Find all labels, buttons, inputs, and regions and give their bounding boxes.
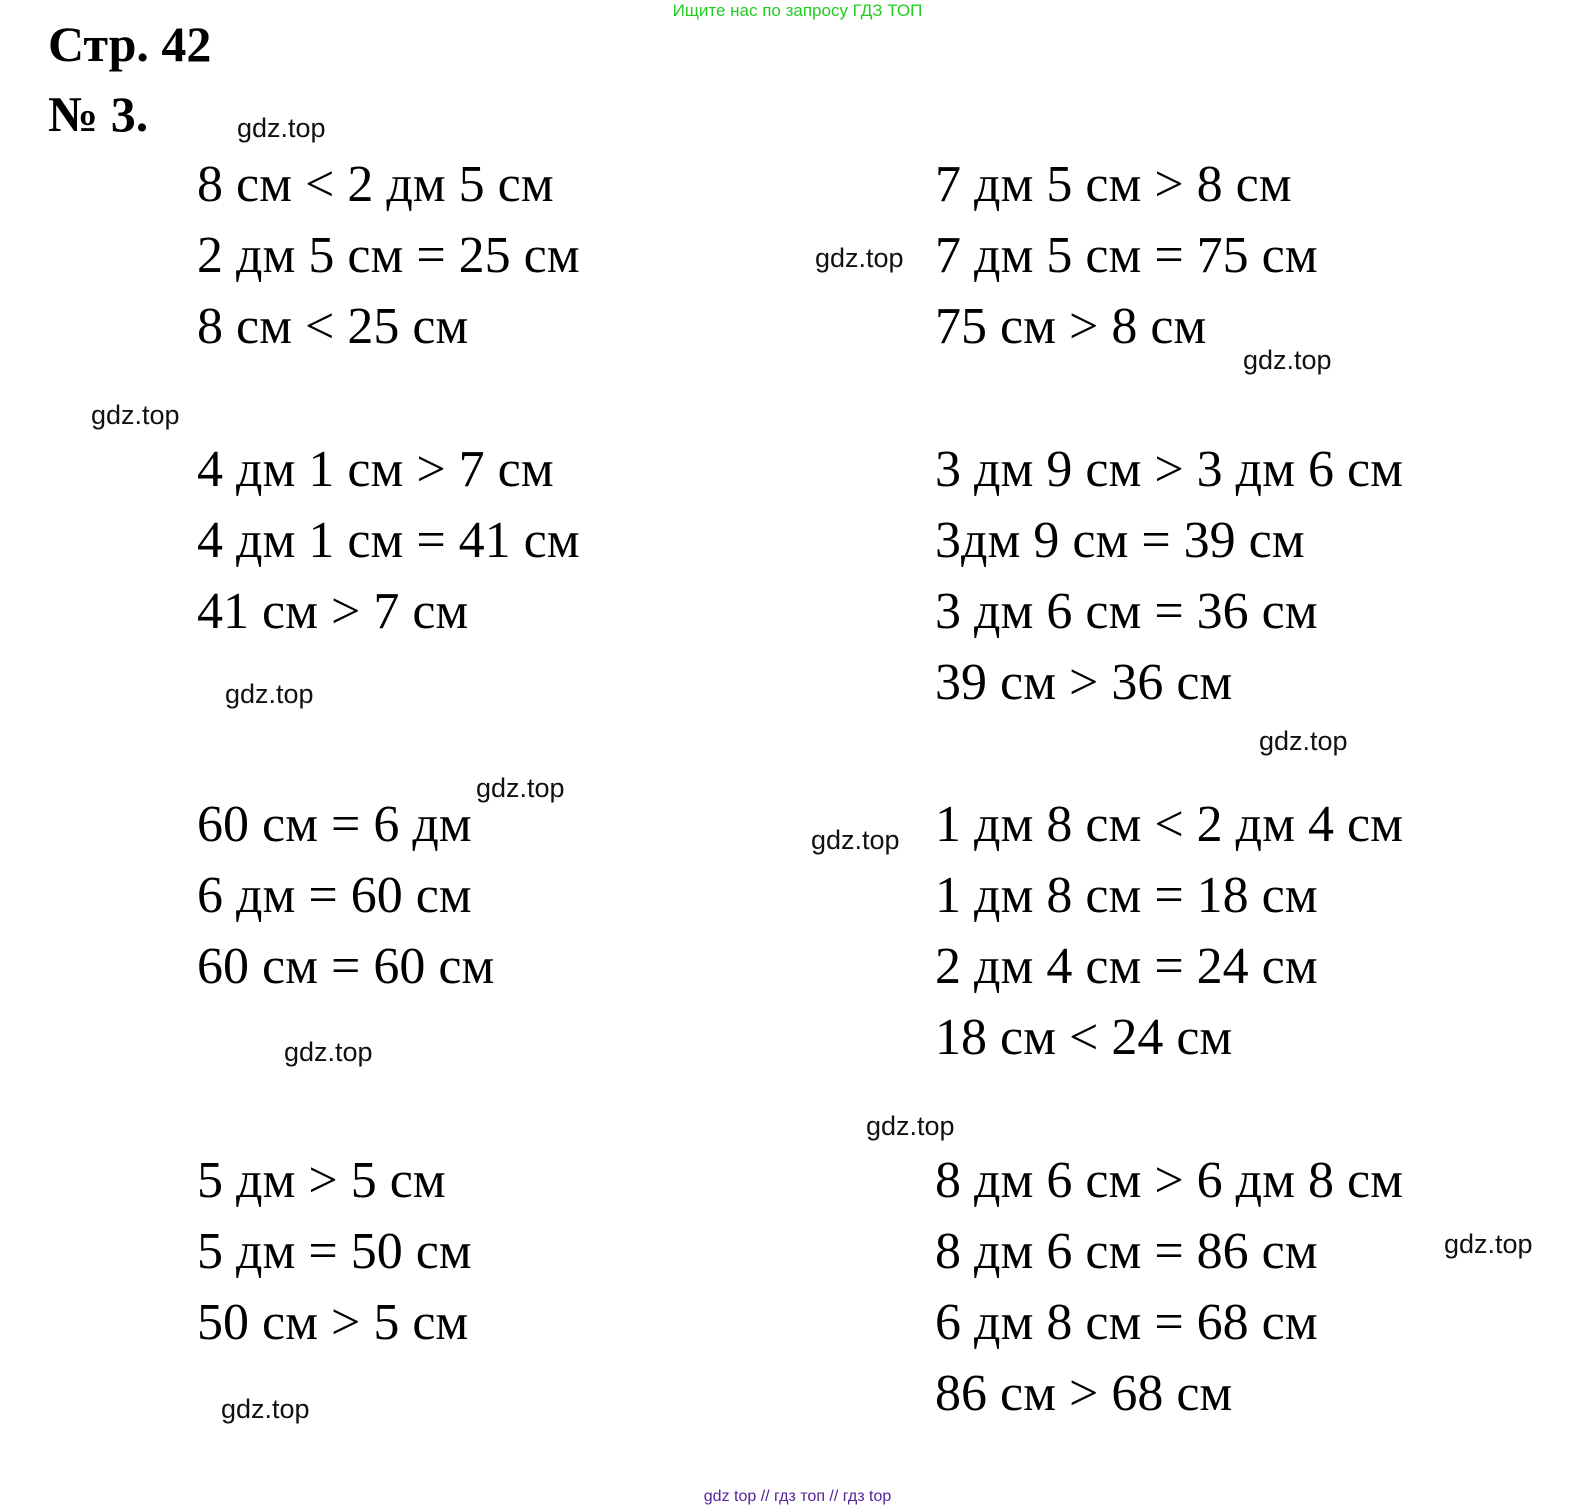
watermark: gdz.top — [284, 1037, 373, 1067]
watermark: gdz.top — [1243, 345, 1332, 375]
page-title: Стр. 42 — [48, 16, 212, 72]
right-g1-line3: 75 см > 8 см — [935, 298, 1207, 355]
right-g4-line2: 8 дм 6 см = 86 см — [935, 1223, 1318, 1280]
left-g4-line2: 5 дм = 50 см — [197, 1223, 472, 1280]
right-g3-line1: 1 дм 8 см < 2 дм 4 см — [935, 796, 1404, 853]
left-g4-line1: 5 дм > 5 см — [197, 1152, 446, 1209]
watermark: gdz.top — [1444, 1229, 1533, 1259]
watermark: gdz.top — [476, 773, 565, 803]
left-g1-line1: 8 см < 2 дм 5 см — [197, 156, 554, 213]
watermark: gdz.top — [91, 400, 180, 430]
right-g3-line2: 1 дм 8 см = 18 см — [935, 867, 1318, 924]
left-g1-line3: 8 см < 25 см — [197, 298, 469, 355]
watermark: gdz.top — [1259, 726, 1348, 756]
watermark: gdz.top — [811, 825, 900, 855]
left-g1-line2: 2 дм 5 см = 25 см — [197, 227, 580, 284]
watermark: gdz.top — [225, 679, 314, 709]
right-g2-line1: 3 дм 9 см > 3 дм 6 см — [935, 441, 1404, 498]
left-g4-line3: 50 см > 5 см — [197, 1294, 469, 1351]
right-g2-line4: 39 см > 36 см — [935, 654, 1233, 711]
watermark: gdz.top — [815, 243, 904, 273]
watermark: gdz.top — [237, 113, 326, 143]
right-g2-line3: 3 дм 6 см = 36 см — [935, 583, 1318, 640]
left-g2-line3: 41 см > 7 см — [197, 583, 469, 640]
right-g2-line2: 3дм 9 см = 39 см — [935, 512, 1305, 569]
watermark: gdz.top — [866, 1111, 955, 1141]
top-banner: Ищите нас по запросу ГДЗ ТОП — [672, 1, 923, 20]
exercise-number: № 3. — [48, 86, 149, 142]
left-g3-line3: 60 см = 60 см — [197, 938, 495, 995]
watermark: gdz.top — [221, 1394, 310, 1424]
footer: gdz top // гдз топ // гдз top — [703, 1488, 892, 1505]
right-g3-line4: 18 см < 24 см — [935, 1009, 1233, 1066]
right-g4-line3: 6 дм 8 см = 68 см — [935, 1294, 1318, 1351]
right-g1-line1: 7 дм 5 см > 8 см — [935, 156, 1292, 213]
left-g3-line1: 60 см = 6 дм — [197, 796, 472, 853]
left-g2-line1: 4 дм 1 см > 7 см — [197, 441, 554, 498]
right-g4-line1: 8 дм 6 см > 6 дм 8 см — [935, 1152, 1404, 1209]
right-g4-line4: 86 см > 68 см — [935, 1365, 1233, 1422]
left-g2-line2: 4 дм 1 см = 41 см — [197, 512, 580, 569]
right-g3-line3: 2 дм 4 см = 24 см — [935, 938, 1318, 995]
left-g3-line2: 6 дм = 60 см — [197, 867, 472, 924]
right-g1-line2: 7 дм 5 см = 75 см — [935, 227, 1318, 284]
